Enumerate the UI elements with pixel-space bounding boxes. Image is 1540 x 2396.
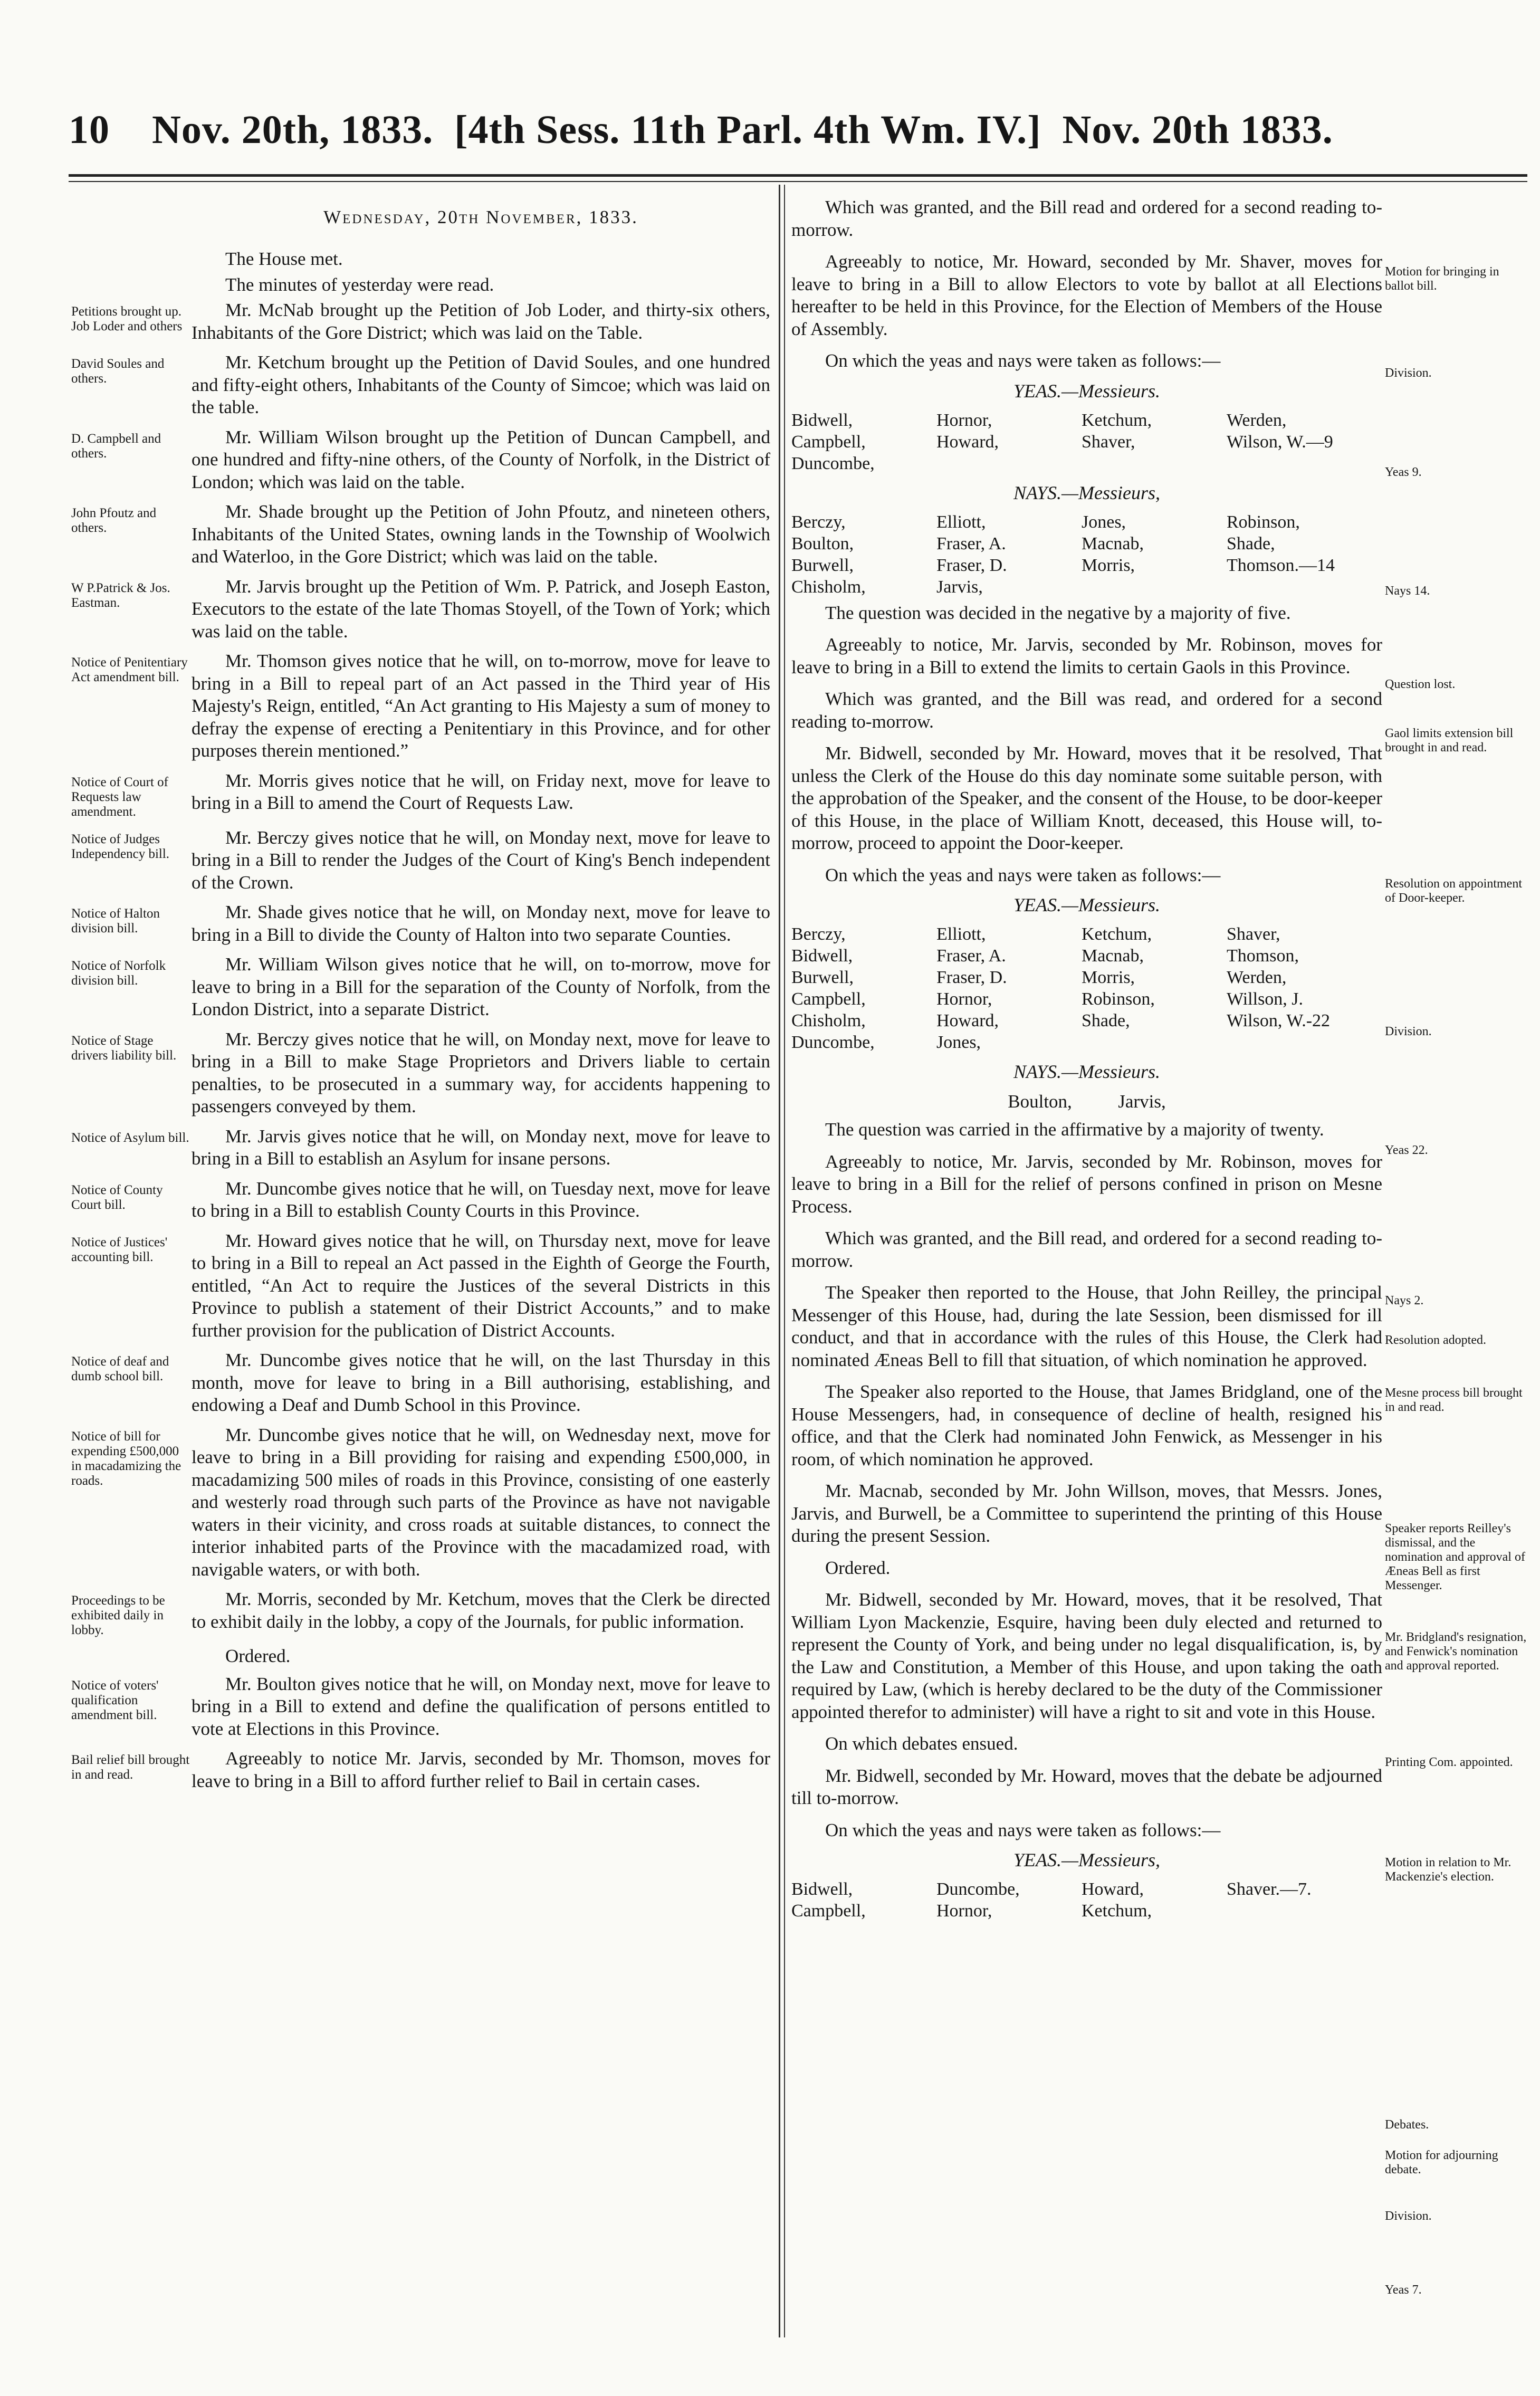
entry-row: [71, 1028, 770, 1118]
entry-row: [71, 827, 770, 894]
minutes-read: The minutes of yesterday were read.: [225, 274, 494, 295]
para-bridgland: The Speaker also reported to the House, that James Bridgland, one of the House Messengers, had, in consequence of decline of health, resigned his office, and that the Clerk had nominated John Fenwick, as Messenger in his room, of which nomination he approved.: [791, 1381, 1382, 1469]
para-reilley: The Speaker then reported to the House, that John Reilley, the principal Messenger of this House, had, during the late Session, been dismissed for ill conduct, and that in accordance with the rules of this House, the Clerk had nominated Æneas Bell to fill that situation, of which nomination he approved.: [791, 1282, 1382, 1370]
entry-text: Mr. Duncombe gives notice that he will, on the last Thursday in this month, move for leave to bring in a Bill authorising, establishing, and endowing a Deaf and Dumb School in this Province.: [192, 1350, 770, 1415]
margin-note: D. Campbell and others.: [71, 431, 161, 461]
member-name: Shaver,: [1082, 432, 1135, 452]
entry-row: [71, 1424, 770, 1581]
yeas-list-3: [791, 1878, 1382, 1922]
margin-note: Notice of Penitentiary Act amendment bill.: [71, 655, 188, 684]
member-name: [1227, 453, 1382, 474]
member-name: Chisholm,: [791, 1011, 866, 1030]
entry-row: [71, 1588, 770, 1638]
margin-note-division-3: Division.: [1385, 2209, 1432, 2223]
member-name: Duncombe,: [936, 1879, 1020, 1899]
header-rule-thin: [69, 181, 1527, 182]
member-name: Morris,: [1082, 968, 1135, 987]
entry-row: [71, 901, 770, 946]
member-name: Morris,: [1082, 555, 1135, 575]
para-adjourn: Mr. Bidwell, seconded by Mr. Howard, moves that the debate be adjourned till to-morrow.: [791, 1765, 1382, 1808]
ordered-row: [71, 1645, 770, 1668]
margin-note: Notice of Asylum bill.: [71, 1130, 189, 1145]
member-name: Fraser, D.: [936, 555, 1007, 575]
entry-row: [71, 650, 770, 762]
member-name: [1082, 453, 1227, 474]
left-entries: [71, 299, 770, 1638]
margin-note-nays-2: Nays 2.: [1385, 1294, 1424, 1307]
member-name: Macnab,: [1082, 946, 1144, 966]
para-bill-granted: Which was granted, and the Bill read and ordered for a second reading to-morrow.: [791, 197, 1382, 240]
member-name: Hornor,: [936, 410, 992, 430]
para-mesne-granted: Which was granted, and the Bill read, and ordered for a second reading to-morrow.: [791, 1228, 1382, 1271]
entry-text: Mr. Shade gives notice that he will, on Monday next, move for leave to bring in a Bill to divide the County of Halton into two separate Counties.: [192, 902, 770, 945]
entry-text: Mr. William Wilson gives notice that he will, on to-morrow, move for leave to bring in a Bill for the separation of the County of Norfolk, from the London District, into a separate District.: [192, 954, 770, 1019]
entry-row: [71, 953, 770, 1021]
minutes-row: [71, 274, 770, 297]
right-column: [791, 196, 1382, 1926]
member-name: Duncombe,: [791, 453, 875, 473]
entry-text: Mr. Thomson gives notice that he will, on to-morrow, move for leave to bring in a Bill to repeal part of an Act passed in the Third year of His Majesty's Reign, entitled, “An Act granting to His Majesty a sum of money to defray the expense of erecting a Penitentiary in this Province, and for other purposes therein mentioned.”: [192, 651, 770, 761]
entry-text: Mr. Duncombe gives notice that he will, on Wednesday next, move for leave to bring in a Bill providing for raising and expending £500,000, in macadamizing 500 miles of roads in this Province, consisting of one easterly and westerly road through such parts of the Province as have not navigable waters in their vicinity, and cross roads at suitable distances, to connect the interior inhabited parts of the Province with the macadamized road, with navigable waters, or with both.: [192, 1424, 770, 1580]
member-name: Jones,: [936, 1033, 981, 1052]
margin-note-nays-14: Nays 14.: [1385, 584, 1430, 598]
member-name: Macnab,: [1082, 533, 1144, 553]
margin-note-division-1: Division.: [1385, 366, 1432, 380]
member-name: Burwell,: [791, 968, 854, 987]
member-name: Howard,: [1082, 1879, 1144, 1899]
margin-note-printing: Printing Com. appointed.: [1385, 1755, 1513, 1769]
member-name: Duncombe,: [791, 1033, 875, 1052]
para-mesne-bill: Agreeably to notice, Mr. Jarvis, seconded by Mr. Robinson, moves for leave to bring in a Bill for the relief of persons confined in prison on Mesne Process.: [791, 1151, 1382, 1217]
margin-note: Petitions brought up. Job Loder and others: [71, 304, 183, 333]
member-name: [1082, 576, 1227, 598]
member-name: [1227, 1032, 1382, 1053]
yeas-heading-3: YEAS.—Messieurs,: [1013, 1849, 1160, 1870]
member-name: Howard,: [936, 432, 999, 452]
member-name: Campbell,: [791, 432, 866, 452]
date-heading-row: [71, 196, 770, 241]
entry-text: Mr. Howard gives notice that he will, on Thursday next, move for leave to bring in a Bill to repeal an Act passed in the Eighth of George the Fourth, entitled, “An Act to require the Justices of the several Districts in this Province to publish a statement of their District Accounts,” and to make further provision for the publication of District Accounts.: [192, 1230, 770, 1341]
entry-text: Mr. Berczy gives notice that he will, on Monday next, move for leave to bring in a Bill to render the Judges of the Court of King's Bench independent of the Crown.: [192, 827, 770, 893]
member-name: Ketchum,: [1082, 1901, 1152, 1921]
margin-note: Notice of bill for expending £500,000 in macadamizing the roads.: [71, 1429, 181, 1488]
entry-text: Mr. Duncombe gives notice that he will, on Tuesday next, move for leave to bring in a Bill to establish County Courts in this Province.: [192, 1178, 770, 1221]
para-mackenzie: Mr. Bidwell, seconded by Mr. Howard, moves, that it be resolved, That William Lyon Mackenzie, Esquire, having been duly elected and returned to represent the County of York, and being under no legal disqualification, is, by the Law and Constitution, a Member of this House, and upon taking the oath required by Law, (which is hereby declared to be the duty of the Commissioner appointed therefor to administer) will have a right to sit and vote in this House.: [791, 1589, 1382, 1722]
member-name: Campbell,: [791, 1901, 866, 1921]
margin-note-ballot: Motion for bringing in ballot bill.: [1385, 265, 1499, 293]
member-name: Elliott,: [936, 924, 986, 944]
member-name: Werden,: [1227, 410, 1287, 430]
entry-text: Mr. McNab brought up the Petition of Job Loder, and thirty-six others, Inhabitants of the Gore District; which was laid on the Table.: [192, 300, 770, 343]
running-header: [69, 103, 1366, 156]
division-intro-1: On which the yeas and nays were taken as follows:—: [825, 350, 1221, 371]
page-number: 10: [69, 108, 110, 152]
entry-row: [71, 1230, 770, 1342]
margin-note: Bail relief bill brought in and read.: [71, 1753, 190, 1782]
para-debates: On which debates ensued.: [825, 1733, 1018, 1754]
margin-note-yeas-22: Yeas 22.: [1385, 1143, 1428, 1157]
member-name: [1227, 576, 1382, 598]
nays-list-2: Boulton, Jarvis,: [1008, 1091, 1166, 1112]
member-name: Willson, J.: [1227, 989, 1304, 1009]
entry-row: [71, 770, 770, 819]
margin-note: Notice of Norfolk division bill.: [71, 959, 166, 988]
margin-note: Notice of Halton division bill.: [71, 906, 160, 936]
margin-note-question-lost: Question lost.: [1385, 677, 1456, 691]
margin-note: John Pfoutz and others.: [71, 506, 157, 535]
member-name: Hornor,: [936, 1901, 992, 1921]
member-name: [936, 453, 1082, 474]
member-name: Jones,: [1082, 512, 1126, 532]
left-column: [71, 196, 770, 1800]
para-negative: The question was decided in the negative by a majority of five.: [825, 602, 1291, 623]
member-name: Fraser, A.: [936, 533, 1006, 553]
member-name: Shaver,: [1227, 924, 1280, 944]
margin-note-yeas-9: Yeas 9.: [1385, 465, 1422, 479]
yeas-list-1: [791, 409, 1382, 474]
margin-note: Notice of Stage drivers liability bill.: [71, 1033, 177, 1063]
ordered-right: Ordered.: [825, 1557, 891, 1578]
margin-note: David Soules and others.: [71, 357, 165, 386]
member-name: Thomson.—14: [1227, 555, 1335, 575]
margin-note: Proceedings to be exhibited daily in lobby.: [71, 1593, 165, 1637]
member-name: Werden,: [1227, 968, 1287, 987]
para-affirmative: The question was carried in the affirmative by a majority of twenty.: [825, 1119, 1324, 1140]
para-doorkeeper: Mr. Bidwell, seconded by Mr. Howard, moves that it be resolved, That unless the Clerk of the House do this day nominate some suitable person, with the approbation of the Speaker, and the consent of the House, to be door-keeper of this House, in the place of William Knott, deceased, this House will, to-morrow, proceed to appoint the Door-keeper.: [791, 743, 1382, 853]
margin-note-gaol: Gaol limits extension bill brought in and read.: [1385, 727, 1514, 755]
member-name: Wilson, W.-22: [1227, 1011, 1331, 1030]
member-name: Ketchum,: [1082, 924, 1152, 944]
entry-row: [71, 1349, 770, 1417]
margin-note-yeas-7: Yeas 7.: [1385, 2283, 1422, 2297]
margin-note-bridgland: Mr. Bridgland's resignation, and Fenwick's nomination and approval reported.: [1385, 1630, 1527, 1673]
margin-note-doorkeeper: Resolution on appointment of Door-keeper.: [1385, 877, 1522, 905]
para-gaol-bill: Agreeably to notice, Mr. Jarvis, seconded by Mr. Robinson, moves for leave to bring in a Bill to extend the limits to certain Gaols in this Province.: [791, 634, 1382, 677]
entry-row: [71, 1178, 770, 1223]
yeas-list-2: [791, 923, 1382, 1053]
entry-text: Mr. Morris, seconded by Mr. Ketchum, moves that the Clerk be directed to exhibit daily in the lobby, a copy of the Journals, for public information.: [192, 1589, 770, 1632]
member-name: Ketchum,: [1082, 410, 1152, 430]
member-name: Shade,: [1227, 533, 1275, 553]
margin-note-resolution-adopted: Resolution adopted.: [1385, 1333, 1486, 1347]
column-divider: [779, 185, 780, 2337]
member-name: Chisholm,: [791, 577, 866, 597]
margin-note-division-2: Division.: [1385, 1025, 1432, 1038]
margin-note-mackenzie: Motion in relation to Mr. Mackenzie's election.: [1385, 1856, 1512, 1884]
division-intro-3: On which the yeas and nays were taken as follows:—: [825, 1819, 1221, 1840]
nays-list-1: [791, 511, 1382, 598]
entry-text: Mr. Jarvis gives notice that he will, on Monday next, move for leave to bring in a Bill to establish an Asylum for insane persons.: [192, 1125, 770, 1169]
entry-row: [71, 299, 770, 344]
member-name: Burwell,: [791, 555, 854, 575]
margin-note: Notice of deaf and dumb school bill.: [71, 1354, 169, 1383]
member-name: Bidwell,: [791, 1879, 853, 1899]
entry-text: Mr. Shade brought up the Petition of John Pfoutz, and nineteen others, Inhabitants of the United States, owning lands in the Township of Woolwich and Waterloo, in the Gore District; which was laid on the table.: [192, 501, 770, 567]
member-name: Howard,: [936, 1011, 999, 1030]
left-entries-after: [71, 1673, 770, 1793]
entry-row: [71, 1673, 770, 1741]
yeas-heading-1: YEAS.—Messieurs.: [1013, 380, 1160, 402]
member-name: Berczy,: [791, 924, 846, 944]
margin-note: Notice of County Court bill.: [71, 1182, 163, 1212]
member-name: Thomson,: [1227, 946, 1299, 966]
nays-heading-1: NAYS.—Messieurs,: [1013, 482, 1161, 503]
member-name: Berczy,: [791, 512, 846, 532]
entry-text: Mr. Boulton gives notice that he will, on Monday next, move for leave to bring in a Bill to extend and define the qualification of persons entitled to vote at Elections in this Province.: [192, 1673, 770, 1739]
member-name: Hornor,: [936, 989, 992, 1009]
member-name: Shaver.—7.: [1227, 1879, 1312, 1899]
entry-row: [71, 1125, 770, 1170]
header-left-date: Nov. 20th, 1833.: [152, 108, 434, 152]
entry-text: Agreeably to notice Mr. Jarvis, seconded by Mr. Thomson, moves for leave to bring in a Bill to afford further relief to Bail in certain cases.: [192, 1748, 770, 1791]
margin-note-mesne: Mesne process bill brought in and read.: [1385, 1386, 1523, 1414]
entry-text: Mr. William Wilson brought up the Petition of Duncan Campbell, and one hundred and fifty-nine others, of the County of Norfolk, in the District of London; which was laid on the table.: [192, 426, 770, 492]
house-met: The House met.: [225, 249, 343, 269]
entry-text: Mr. Berczy gives notice that he will, on Monday next, move for leave to bring in a Bill to make Stage Proprietors and Drivers liable to certain penalties, to be prosecuted in a summary way, for accidents happening to passengers conveyed by them.: [192, 1028, 770, 1116]
entry-text: Mr. Morris gives notice that he will, on Friday next, move for leave to bring in a Bill to amend the Court of Requests Law.: [192, 770, 770, 813]
margin-note-debates: Debates.: [1385, 2118, 1429, 2132]
member-name: Fraser, A.: [936, 946, 1006, 966]
nays-heading-2: NAYS.—Messieurs.: [1013, 1061, 1161, 1082]
margin-note: Notice of Court of Requests law amendment.: [71, 775, 168, 819]
member-name: Elliott,: [936, 512, 986, 532]
margin-note-reilley: Speaker reports Reilley's dismissal, and the nomination and approval of Æneas Bell as first Messenger.: [1385, 1522, 1525, 1592]
para-printing-committee: Mr. Macnab, seconded by Mr. John Willson, moves, that Messrs. Jones, Jarvis, and Burwell, be a Committee to superintend the printing of this House during the present Session.: [791, 1481, 1382, 1546]
member-name: Robinson,: [1082, 989, 1155, 1009]
header-right-date: Nov. 20th 1833.: [1062, 108, 1333, 152]
yeas-heading-2: YEAS.—Messieurs.: [1013, 894, 1160, 915]
division-intro-2: On which the yeas and nays were taken as follows:—: [825, 864, 1221, 885]
entry-row: [71, 351, 770, 419]
entry-row: [71, 426, 770, 494]
member-name: Bidwell,: [791, 946, 853, 966]
member-name: Shade,: [1082, 1011, 1130, 1030]
entry-text: Mr. Ketchum brought up the Petition of David Soules, and one hundred and fifty-eight others, Inhabitants of the County of Simcoe; which was laid on the table.: [192, 352, 770, 417]
entry-text: Mr. Jarvis brought up the Petition of Wm. P. Patrick, and Joseph Easton, Executors to the estate of the late Thomas Stoyell, of the Town of York; which was laid on the table.: [192, 576, 770, 642]
margin-note-adjourn: Motion for adjourning debate.: [1385, 2149, 1498, 2177]
ordered-left: Ordered.: [225, 1646, 291, 1666]
member-name: Jarvis,: [936, 577, 983, 597]
entry-row: [71, 576, 770, 643]
member-name: Wilson, W.—9: [1227, 432, 1333, 452]
date-heading: Wednesday, 20th November, 1833.: [323, 207, 638, 227]
member-name: [1082, 1032, 1227, 1053]
house-met-row: [71, 248, 770, 271]
header-session: [4th Sess. 11th Parl. 4th Wm. IV.]: [454, 108, 1041, 152]
member-name: Bidwell,: [791, 410, 853, 430]
member-name: Boulton,: [791, 533, 854, 553]
margin-note: Notice of Judges Independency bill.: [71, 832, 170, 861]
member-name: [1227, 1900, 1382, 1922]
header-rule: [69, 174, 1527, 177]
margin-note: W P.Patrick & Jos. Eastman.: [71, 580, 170, 610]
para-gaol-granted: Which was granted, and the Bill was read, and ordered for a second reading to-morrow.: [791, 689, 1382, 732]
margin-note: Notice of Justices' accounting bill.: [71, 1235, 168, 1264]
para-ballot-bill: Agreeably to notice, Mr. Howard, seconded by Mr. Shaver, moves for leave to bring in a Bill to allow Electors to vote by ballot at all Elections hereafter to be held in this Province, for the Election of Members of the House of Assembly.: [791, 251, 1382, 339]
member-name: Fraser, D.: [936, 968, 1007, 987]
column-divider-thin: [784, 185, 785, 2337]
member-name: Robinson,: [1227, 512, 1300, 532]
entry-row: [71, 501, 770, 568]
margin-note: Notice of voters' qualification amendment bill.: [71, 1678, 159, 1722]
member-name: Campbell,: [791, 989, 866, 1009]
entry-row: [71, 1748, 770, 1792]
